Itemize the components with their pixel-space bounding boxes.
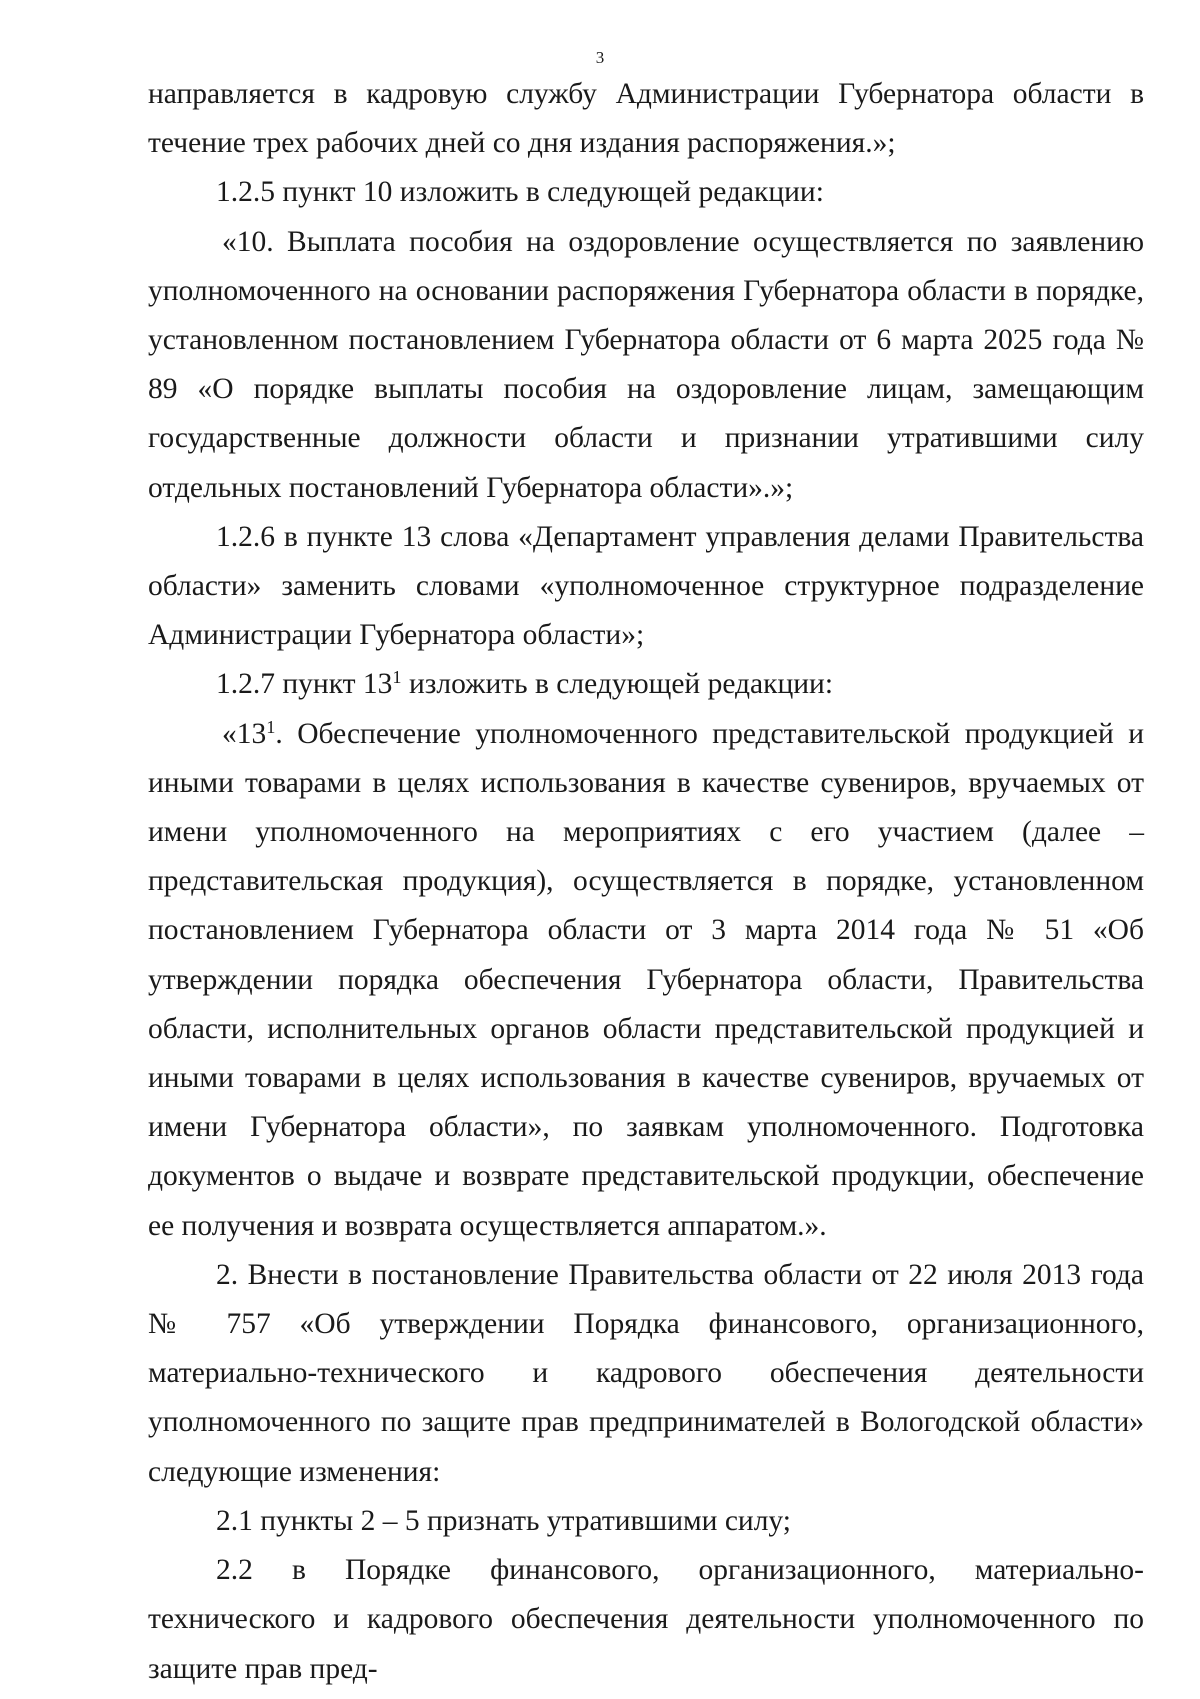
superscript: 1 [266,716,276,737]
paragraph-text-before-superscript: 1.2.7 пункт 13 [216,668,393,701]
paragraph-quote-13-1 [148,710,1144,1251]
paragraph-text-after-superscript: . Обеспечение уполномоченного представительской продукцией и иными товарами в целях использования в качестве сувениров, вручаемых от имени уполномоченного на мероприятиях с его участием (далее – представительская продукция), осуществляется в порядке, установленном постановлением Губернатора области от 3 марта 2014 года № 51 «Об утверждении порядка обеспечения Губернатора области, Правительства области, исполнительных органов области представительской продукцией и иными товарами в целях использования в качестве сувениров, вручаемых от имени Губернатора области», по заявкам уполномоченного. Подготовка документов о выдаче и возврате представительской продукции, обеспечение ее получения и возврата осуществляется аппаратом.». [148,717,1144,1242]
paragraph-text: 1.2.6 в пункте 13 слова «Департамент управления делами Правительства области» заменить словами «уполномоченное структурное подразделение Администрации Губернатора области»; [148,520,1144,652]
paragraph-text: направляется в кадровую службу Администрации Губернатора области в течение трех рабочих дней со дня издания распоряжения.»; [148,78,1144,160]
superscript: 1 [392,667,402,688]
paragraph-continuation [148,70,1144,168]
paragraph-text-after-superscript: изложить в следующей редакции: [401,668,834,701]
paragraph-item-2 [148,1251,1144,1497]
paragraph-text: «10. Выплата пособия на оздоровление осуществляется по заявлению уполномоченного на основании распоряжения Губернатора области в порядке, установленном постановлением Губернатора области от 6 марта 2025 года № 89 «О порядке выплаты пособия на оздоровление лицам, замещающим государственные должности области и признании утратившими силу отдельных постановлений Губернатора области».»; [148,225,1144,504]
paragraph-item-2-2 [148,1546,1144,1694]
page-number: 3 [595,48,605,67]
paragraph-text: 2.1 пункты 2 – 5 признать утратившими силу; [216,1504,791,1537]
paragraph-item-1-2-5 [148,168,1144,217]
paragraph-quote-10 [148,218,1144,513]
paragraph-text: 2.2 в Порядке финансового, организационного, материально-технического и кадрового обеспечения деятельности уполномоченного по защите прав пред- [148,1554,1144,1685]
paragraph-item-1-2-7 [148,660,1144,709]
paragraph-text: 1.2.5 пункт 10 изложить в следующей редакции: [216,176,824,209]
paragraph-text-before-superscript: «13 [222,717,267,750]
paragraph-text: 2. Внести в постановление Правительства области от 22 июля 2013 года № 757 «Об утверждении Порядка финансового, организационного, материально-технического и кадрового обеспечения деятельности уполномоченного по защите прав предпринимателей в Вологодской области» следующие изменения: [148,1258,1144,1488]
paragraph-item-1-2-6 [148,513,1144,661]
document-body [148,70,1144,1694]
paragraph-item-2-1 [148,1497,1144,1546]
